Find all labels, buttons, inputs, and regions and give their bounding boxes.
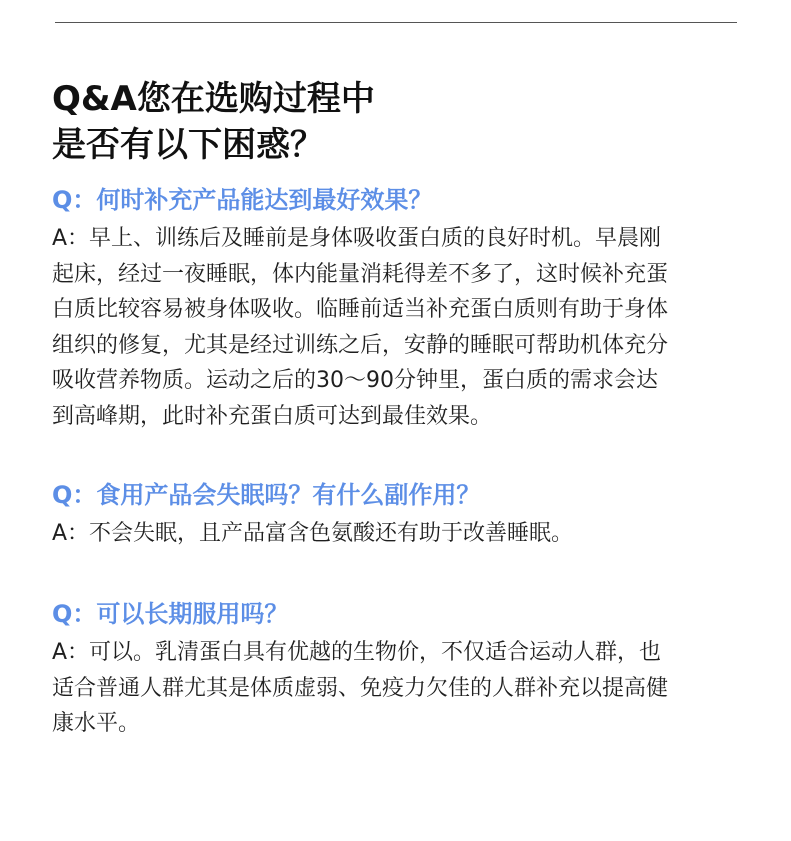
page-title	[52, 76, 752, 168]
answer-line: A：可以。乳清蛋白具有优越的生物价，不仅适合运动人群，也	[52, 640, 662, 665]
top-divider	[55, 22, 737, 23]
qa-item-best-timing	[52, 183, 752, 434]
answer-line: 康水平。	[52, 711, 141, 736]
answer-line: 吸收营养物质。运动之后的30～90分钟里，蛋白质的需求会达	[52, 368, 658, 393]
answer-line: A：早上、训练后及睡前是身体吸收蛋白质的良好时机。早晨刚	[52, 226, 662, 251]
page-title-line-1: Q&A您在选购过程中	[52, 79, 375, 119]
answer-text	[52, 516, 752, 552]
answer-text	[52, 221, 752, 434]
qa-item-insomnia	[52, 478, 752, 552]
answer-line: A：不会失眠，且产品富含色氨酸还有助于改善睡眠。	[52, 521, 574, 546]
answer-line: 到高峰期，此时补充蛋白质可达到最佳效果。	[52, 403, 493, 429]
page-title-line-2: 是否有以下困惑？	[52, 125, 324, 165]
answer-line: 组织的修复，尤其是经过训练之后，安静的睡眠可帮助机体充分	[52, 332, 669, 358]
answer-line: 适合普通人群尤其是体质虚弱、免疫力欠佳的人群补充以提高健	[52, 675, 669, 701]
question-text: Q：何时补充产品能达到最好效果？	[52, 186, 433, 214]
answer-line: 起床，经过一夜睡眠，体内能量消耗得差不多了，这时候补充蛋	[52, 261, 669, 287]
question-text: Q：可以长期服用吗？	[52, 600, 289, 628]
answer-line: 白质比较容易被身体吸收。临睡前适当补充蛋白质则有助于身体	[52, 297, 669, 322]
answer-text	[52, 635, 752, 742]
qa-item-long-term-use	[52, 597, 752, 742]
question-text: Q：食用产品会失眠吗？有什么副作用？	[52, 481, 481, 509]
